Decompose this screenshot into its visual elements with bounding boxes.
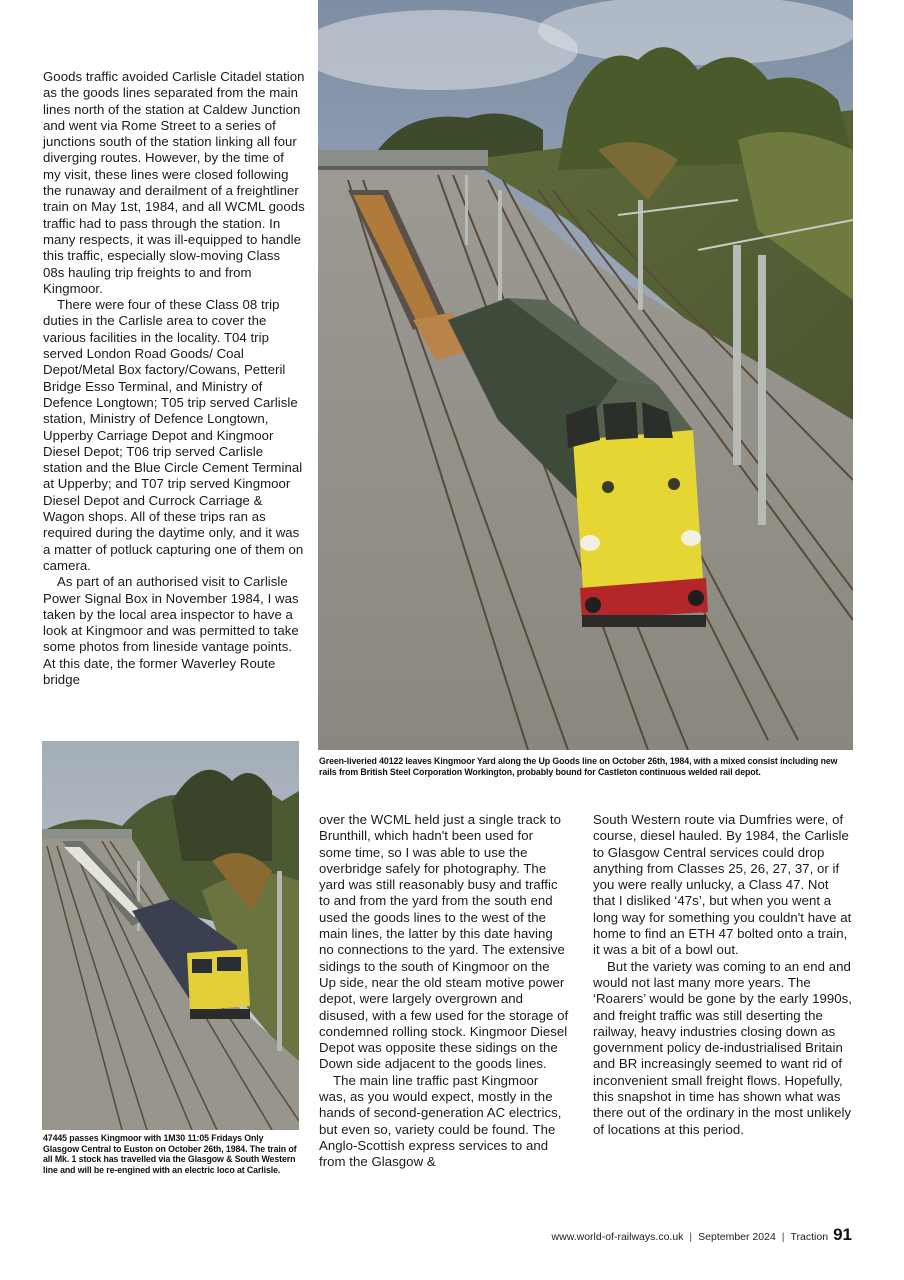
paragraph: The main line traffic past Kingmoor was, as you would expect, mostly in the hands of second-generation AC electrics, but even so, variety could be found. The Anglo-Scottish express services to and from the Glasgow & xyxy=(319,1072,562,1170)
paragraph: As part of an authorised visit to Carlisle Power Signal Box in November 1984, I was taken by the local area inspector to have a look at Kingmoor and was permitted to take some photos from lineside vantage points. At this date, the former Waverley Route bridge xyxy=(43,574,299,687)
footer-separator: | xyxy=(689,1231,693,1243)
article-column-left xyxy=(43,69,305,688)
page-footer xyxy=(552,1225,852,1245)
small-photo-caption: 47445 passes Kingmoor with 1M30 11:05 Fridays Only Glasgow Central to Euston on October 26th, 1984. The train of all Mk. 1 stock has travelled via the Glasgow & South Western line and will be re-engined with an electric loco at Carlisle. xyxy=(43,1133,297,1175)
article-column-middle xyxy=(319,812,569,1171)
footer-website: www.world-of-railways.co.uk xyxy=(551,1231,684,1243)
footer-separator: | xyxy=(781,1231,785,1243)
footer-issue: September 2024 xyxy=(698,1231,776,1243)
footer-magazine: Traction xyxy=(790,1231,829,1243)
main-photo-caption: Green-liveried 40122 leaves Kingmoor Yard along the Up Goods line on October 26th, 1984, with a mixed consist including new rails from British Steel Corporation Workington, probably bound for Castleton continuous welded rail depot. xyxy=(319,756,838,777)
main-photo-illustration xyxy=(318,0,853,750)
paragraph: There were four of these Class 08 trip duties in the Carlisle area to cover the various facilities in the locality. T04 trip served London Road Goods/ Coal Depot/Metal Box factory/Cowans, Petteril Bridge Esso Terminal, and Ministry of Defence Longtown; T05 trip served Carlisle station, Ministry of Defence Longtown, Upperby Carriage Depot and Kingmoor Diesel Depot; T06 trip served Carlisle station and the Blue Circle Cement Terminal at Upperby; and T07 trip served Kingmoor Diesel Depot and Currock Carriage & Wagon shops. All of these trips ran as required during the daytime only, and it was a matter of potluck capturing one of them on camera. xyxy=(43,297,304,573)
paragraph: South Western route via Dumfries were, of course, diesel hauled. By 1984, the Carlisle to Glasgow Central services could drop anything from Classes 25, 26, 27, 37, or if you were really unlucky, a Class 47. Not that I disliked ‘47s’, but when you went a long way for something you couldn't have at home to find an ETH 47 bolted onto a train, it was a bit of a bowl out. xyxy=(593,812,852,958)
small-photo-illustration xyxy=(42,741,299,1130)
page-number: 91 xyxy=(833,1225,852,1244)
article-column-right xyxy=(593,812,853,1138)
small-photo-class-47 xyxy=(42,741,299,1130)
paragraph: But the variety was coming to an end and would not last many more years. The ‘Roarers’ would be gone by the early 1990s, and freight traffic was still deserting the railway, heavy industries closing down as government policy de-industrialised Britain and BR increasingly seemed to want rid of inconvenient small freight flows. Hopefully, this snapshot in time has shown what was there out of the ordinary in the most unlikely of locations at this period. xyxy=(593,958,852,1137)
main-photo-class-40 xyxy=(318,0,853,750)
paragraph: Goods traffic avoided Carlisle Citadel station as the goods lines separated from the main lines north of the station at Caldew Junction and went via Rome Street to a series of junctions south of the station linking all four diverging routes. However, by the time of my visit, these lines were closed following the runaway and derailment of a freightliner train on May 1st, 1984, and all WCML goods traffic had to pass through the station. In many respects, it was ill-equipped to handle this traffic, especially slow-moving Class 08s hauling trip freights to and from Kingmoor. xyxy=(43,69,305,296)
paragraph: over the WCML held just a single track to Brunthill, which hadn't been used for some time, so I was able to use the overbridge safely for photography. The yard was still reasonably busy and traffic to and from the yard from the south end used the goods lines to the west of the main lines, the latter by this date having no connections to the yard. The extensive sidings to the south of Kingmoor on the Up side, near the old steam motive power depot, were largely overgrown and disused, with a few used for the storage of condemned rolling stock. Kingmoor Diesel Depot was opposite these sidings on the Down side adjacent to the goods lines. xyxy=(319,812,569,1072)
